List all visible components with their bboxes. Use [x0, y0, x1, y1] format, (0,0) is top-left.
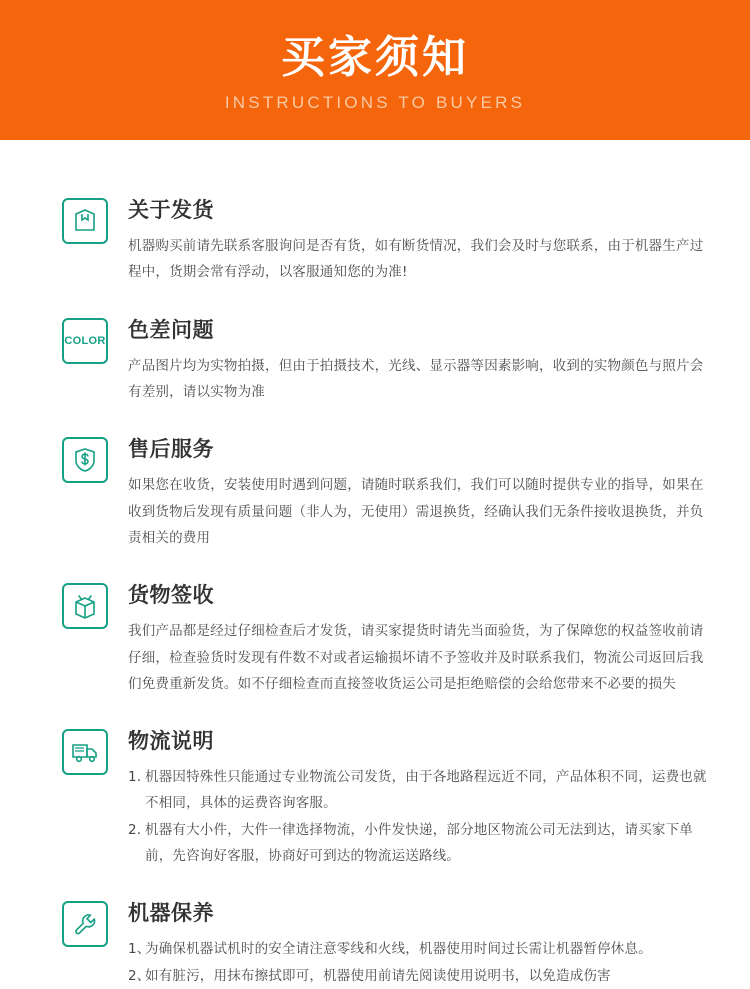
open-carton-icon	[62, 583, 108, 629]
list-entry	[128, 963, 710, 989]
list-item	[62, 312, 710, 406]
list-number: 1.	[128, 769, 142, 786]
color-swatch-icon	[62, 318, 108, 364]
section-text: 如果您在收货，安装使用时遇到问题，请随时联系我们，我们可以随时提供专业的指导，如果在收到货物后发现有质量问题（非人为，无使用）需退换货，经确认我们无条件接收退换货，并负责相关的费用	[128, 477, 704, 546]
section-title: 货物签收	[128, 583, 214, 608]
section-text: 产品图片均为实物拍摄，但由于拍摄技术，光线、显示器等因素影响，收到的实物颜色与照片会有差别，请以实物为准	[128, 357, 704, 400]
package-box-icon	[62, 198, 108, 244]
dollar-shield-icon	[62, 437, 108, 483]
list-text: 机器因特殊性只能通过专业物流公司发货，由于各地路程远近不同，产品体积不同，运费也就不相同，具体的运费咨询客服。	[145, 769, 707, 812]
list-item	[62, 192, 710, 286]
section-list	[128, 936, 710, 989]
list-item	[62, 895, 710, 989]
list-item	[62, 431, 710, 551]
page-subtitle: INSTRUCTIONS TO BUYERS	[224, 93, 526, 113]
color-icon-label: COLOR	[64, 334, 106, 347]
instructions-list	[0, 140, 750, 989]
section-text: 我们产品都是经过仔细检查后才发货，请买家提货时请先当面验货，为了保障您的权益签收前请仔细，检查验货时发现有件数不对或者运输损坏请不予签收并及时联系我们，物流公司返回后我们免费重新发货。如不仔细检查而直接签收货运公司是拒绝赔偿的会给您带来不必要的损失	[128, 623, 704, 692]
delivery-truck-icon	[62, 729, 108, 775]
list-text: 机器有大小件，大件一律选择物流，小件发快递，部分地区物流公司无法到达，请买家下单前，先咨询好客服，协商好可到达的物流运送路线。	[145, 821, 693, 865]
list-number: 2.	[128, 821, 142, 838]
section-title: 关于发货	[128, 198, 214, 222]
section-title: 售后服务	[128, 437, 214, 462]
section-title: 机器保养	[128, 901, 214, 926]
list-number: 1、	[128, 941, 151, 958]
list-number: 2、	[128, 967, 151, 984]
list-entry	[128, 936, 710, 962]
list-text: 如有脏污，用抹布擦拭即可，机器使用前请先阅读使用说明书，以免造成伤害	[145, 967, 611, 984]
page-header	[0, 0, 750, 140]
section-text: 机器购买前请先联系客服询问是否有货，如有断货情况，我们会及时与您联系，由于机器生产过程中，货期会常有浮动，以客服通知您的为准!	[128, 238, 704, 281]
list-item	[62, 577, 710, 697]
section-title: 色差问题	[128, 317, 214, 342]
section-list	[128, 764, 710, 869]
list-entry	[128, 764, 710, 817]
list-entry	[128, 817, 710, 870]
page-title: 买家须知	[281, 31, 469, 83]
list-text: 为确保机器试机时的安全请注意零线和火线，机器使用时间过长需让机器暂停休息。	[145, 941, 652, 958]
list-item	[62, 723, 710, 869]
wrench-icon	[62, 901, 108, 947]
section-title: 物流说明	[128, 729, 214, 754]
